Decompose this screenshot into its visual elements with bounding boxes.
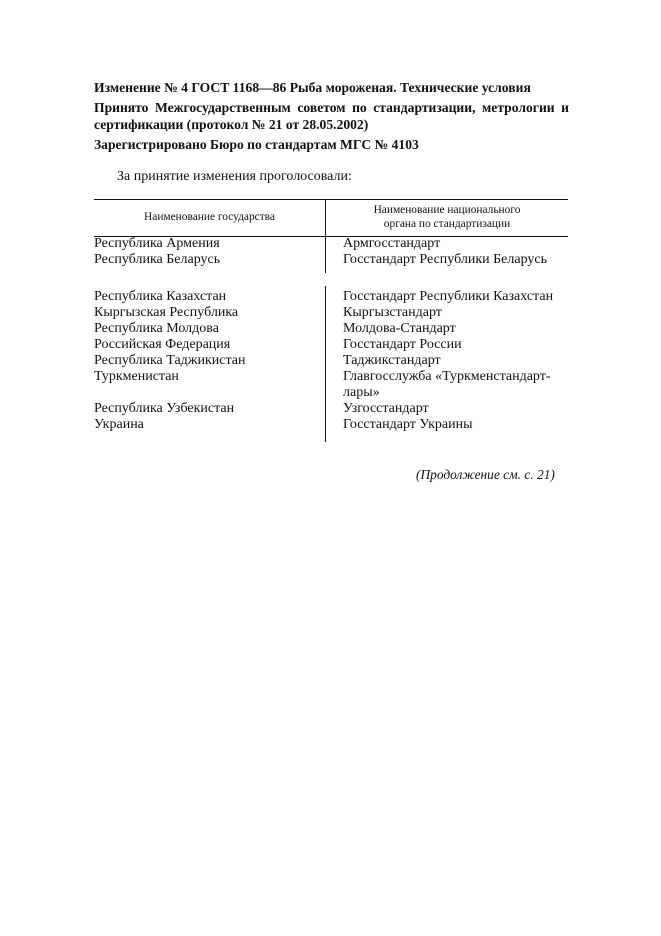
table-cell-organ: Таджикстандарт — [343, 353, 441, 368]
adoption-statement: Принято Межгосударственным советом по стандартизации, метрологии и сертификации (протокол № 21 от 28.05.2002) — [94, 100, 569, 132]
table-cell-state: Республика Таджикистан — [94, 353, 246, 368]
amendment-title: Изменение № 4 ГОСТ 1168—86 Рыба мороженая. Технические условия — [94, 80, 531, 95]
table-cell-state: Республика Узбекистан — [94, 401, 235, 416]
table-cell-state: Кыргызская Республика — [94, 305, 239, 320]
table-cell-state: Республика Беларусь — [94, 252, 221, 267]
table-cell-organ: Госстандарт Республики Казахстан — [343, 289, 554, 304]
table-cell-organ: Армгосстандарт — [343, 236, 441, 251]
column-header-organ — [326, 203, 568, 231]
column-header-organ-line2: органа по стандартизации — [383, 218, 511, 230]
column-header-organ-line1: Наименование национального — [373, 204, 521, 216]
table-cell-state: Республика Молдова — [94, 321, 219, 336]
table-cell-organ: Главгосслужба «Туркменстандарт-лары» — [343, 369, 551, 400]
table-cell-organ: Узгосстандарт — [343, 401, 429, 416]
table-cell-organ: Молдова-Стандарт — [343, 321, 456, 336]
registration-statement: Зарегистрировано Бюро по стандартам МГС № 4103 — [94, 137, 419, 152]
table-cell-organ: Госстандарт Республики Беларусь — [343, 252, 548, 267]
table-cell-organ: Кыргызстандарт — [343, 305, 442, 320]
table-cell-state: Российская Федерация — [94, 337, 231, 352]
table-cell-state: Украина — [94, 417, 144, 432]
table-cell-organ: Госстандарт Украины — [343, 417, 473, 432]
table-column-divider — [325, 236, 326, 273]
table-cell-organ: Госстандарт России — [343, 337, 462, 352]
table-column-divider — [325, 286, 326, 442]
table-cell-state: Республика Казахстан — [94, 289, 227, 304]
voting-intro: За принятие изменения проголосовали: — [117, 169, 352, 184]
table-cell-state: Туркменистан — [94, 369, 179, 384]
table-top-rule — [94, 199, 568, 200]
continuation-note: (Продолжение см. с. 21) — [416, 467, 555, 482]
column-header-state: Наименование государства — [144, 211, 275, 223]
table-cell-state: Республика Армения — [94, 236, 220, 251]
